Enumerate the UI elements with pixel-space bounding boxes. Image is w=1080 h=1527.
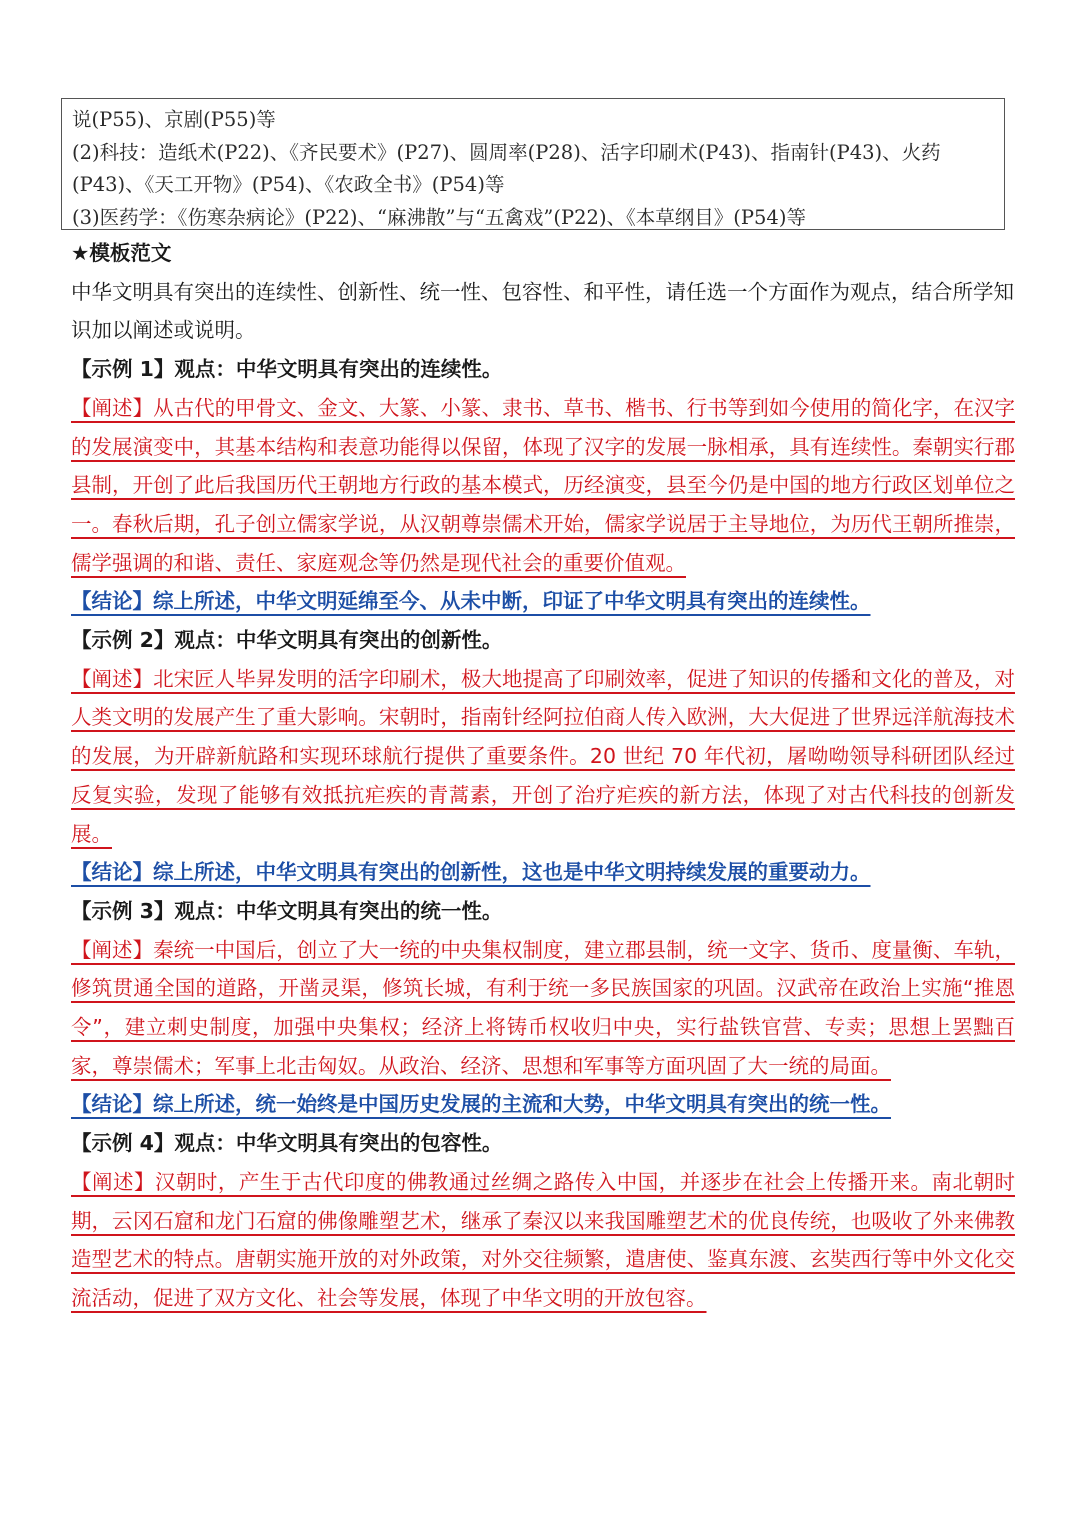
example-2-title: 【示例 2】观点：中华文明具有突出的创新性。 <box>71 628 503 653</box>
reference-line: (2)科技：造纸术(P22)、《齐民要术》(P27)、圆周率(P28)、活字印刷术(P43)、指南针(P43)、火药 <box>72 140 941 164</box>
example-4-title: 【示例 4】观点：中华文明具有突出的包容性。 <box>71 1131 503 1156</box>
example-3-title: 【示例 3】观点：中华文明具有突出的统一性。 <box>71 898 503 923</box>
question-prompt: 中华文明具有突出的连续性、创新性、统一性、包容性、和平性，请任选一个方面作为观点，结合所学知识加以阐述或说明。 <box>71 279 1014 343</box>
main-content <box>71 234 1015 1318</box>
example-3-elaboration: 【阐述】秦统一中国后，创立了大一统的中央集权制度，建立郡县制，统一文字、货币、度量衡、车轨，修筑贯通全国的道路，开凿灵渠，修筑长城，有利于统一多民族国家的巩固。汉武帝在政治上实施“推恩令”，建立刺史制度，加强中央集权；经济上将铸币权收归中央，实行盐铁官营、专卖；思想上罢黜百家，尊崇儒术；军事上北击匈奴。从政治、经济、思想和军事等方面巩固了大一统的局面。 <box>71 937 1015 1078</box>
example-3-conclusion-line <box>71 1085 1015 1124</box>
reference-line: (3)医药学：《伤寒杂病论》(P22)、“麻沸散”与“五禽戏”(P22)、《本草纲目》(P54)等 <box>72 205 806 229</box>
example-1-conclusion-line <box>71 582 1015 621</box>
reference-line: (P43)、《天工开物》(P54)、《农政全书》(P54)等 <box>72 173 505 196</box>
example-2-elaboration: 【阐述】北宋匠人毕昇发明的活字印刷术，极大地提高了印刷效率，促进了知识的传播和文化的普及，对人类文明的发展产生了重大影响。宋朝时，指南针经阿拉伯商人传入欧洲，大大促进了世界远洋航海技术的发展，为开辟新航路和实现环球航行提供了重要条件。20 世纪 70 年代初，屠呦呦领导科研团队经过反复实验，发现了能够有效抵抗疟疾的青蒿素，开创了治疗疟疾的新方法，体现了对古代科技的创新发展。 <box>71 666 1015 846</box>
example-1-elaboration: 【阐述】从古代的甲骨文、金文、大篆、小篆、隶书、草书、楷书、行书等到如今使用的简化字，在汉字的发展演变中，其基本结构和表意功能得以保留，体现了汉字的发展一脉相承，具有连续性。秦朝实行郡县制，开创了此后我国历代王朝地方行政的基本模式，历经演变，县至今仍是中国的地方行政区划单位之一。春秋后期，孔子创立儒家学说，从汉朝尊崇儒术开始，儒家学说居于主导地位，为历代王朝所推崇，儒学强调的和谐、责任、家庭观念等仍然是现代社会的重要价值观。 <box>71 395 1015 575</box>
example-1-title: 【示例 1】观点：中华文明具有突出的连续性。 <box>71 357 503 382</box>
example-1-conclusion: 【结论】综上所述，中华文明延绵至今、从未中断，印证了中华文明具有突出的连续性。 <box>71 589 871 614</box>
reference-line: 说(P55)、京剧(P55)等 <box>72 108 276 131</box>
example-4-elaboration: 【阐述】汉朝时，产生于古代印度的佛教通过丝绸之路传入中国，并逐步在社会上传播开来。南北朝时期，云冈石窟和龙门石窟的佛像雕塑艺术，继承了秦汉以来我国雕塑艺术的优良传统，也吸收了外来佛教造型艺术的特点。唐朝实施开放的对外政策，对外交往频繁，遣唐使、鉴真东渡、玄奘西行等中外文化交流活动，促进了双方文化、社会等发展，体现了中华文明的开放包容。 <box>71 1169 1015 1310</box>
example-3-conclusion: 【结论】综上所述，统一始终是中国历史发展的主流和大势，中华文明具有突出的统一性。 <box>71 1092 891 1117</box>
example-2-conclusion-line <box>71 853 1015 892</box>
reference-box <box>61 98 1005 230</box>
section-heading: ★模板范文 <box>71 241 172 265</box>
example-2-conclusion: 【结论】综上所述，中华文明具有突出的创新性，这也是中华文明持续发展的重要动力。 <box>71 860 871 885</box>
